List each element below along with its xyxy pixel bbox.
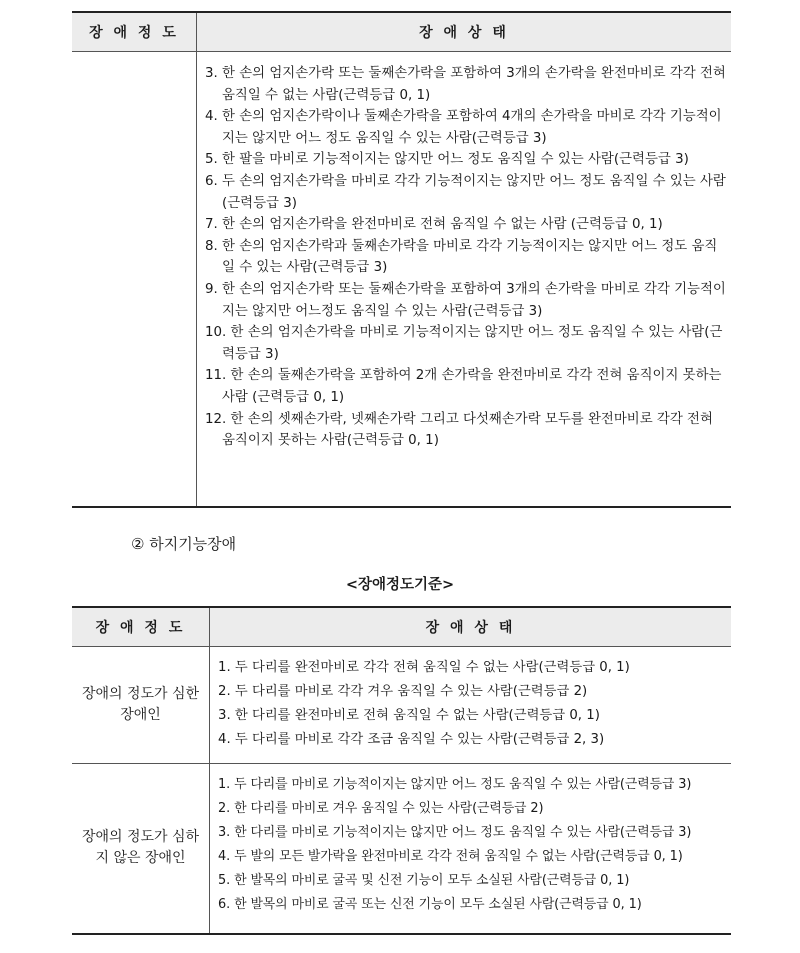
criteria-item: 3. 한 다리를 완전마비로 전혀 움직일 수 없는 사람(근력등급 0, 1) [218, 708, 600, 723]
criteria-item: 2. 두 다리를 마비로 각각 겨우 움직일 수 있는 사람(근력등급 2) [218, 684, 588, 699]
header-disability-state: 장 애 상 태 [197, 12, 732, 52]
criteria-item: 10. 한 손의 엄지손가락을 마비로 기능적이지는 않지만 어느 정도 움직일 수 있는 사람(근력등급 3) [205, 325, 723, 362]
degree-cell [72, 52, 197, 507]
criteria-item: 2. 한 다리를 마비로 겨우 움직일 수 있는 사람(근력등급 2) [218, 801, 544, 816]
criteria-item: 4. 두 다리를 마비로 각각 조금 움직일 수 있는 사람(근력등급 2, 3) [218, 732, 605, 747]
lower-limb-table [72, 606, 731, 935]
upper-limb-table [72, 11, 731, 508]
severity-label: 장애의 정도가 심하지 않은 장애인 [72, 764, 210, 934]
criteria-list [218, 656, 727, 752]
header-disability-state: 장 애 상 태 [210, 607, 732, 647]
criteria-item: 3. 한 손의 엄지손가락 또는 둘째손가락을 포함하여 3개의 손가락을 완전마비로 각각 전혀 움직일 수 없는 사람(근력등급 0, 1) [205, 66, 726, 103]
header-disability-degree: 장 애 정 도 [72, 607, 210, 647]
section-title: ② 하지기능장애 [131, 535, 237, 553]
criteria-item: 6. 한 발목의 마비로 굴곡 또는 신전 기능이 모두 소실된 사람(근력등급 0, 1) [218, 897, 642, 912]
criteria-list [218, 773, 727, 917]
header-disability-degree: 장 애 정 도 [72, 12, 197, 52]
criteria-item: 3. 한 다리를 마비로 기능적이지는 않지만 어느 정도 움직일 수 있는 사람(근력등급 3) [218, 825, 692, 840]
criteria-item: 9. 한 손의 엄지손가락 또는 둘째손가락을 포함하여 3개의 손가락을 마비로 각각 기능적이지는 않지만 어느정도 움직일 수 있는 사람(근력등급 3) [205, 281, 726, 319]
criteria-item: 6. 두 손의 엄지손가락을 마비로 각각 기능적이지는 않지만 어느 정도 움직일 수 있는 사람 (근력등급 3) [205, 173, 726, 211]
criteria-item: 5. 한 팔을 마비로 기능적이지는 않지만 어느 정도 움직일 수 있는 사람(근력등급 3) [205, 152, 689, 168]
criteria-item: 4. 한 손의 엄지손가락이나 둘째손가락을 포함하여 4개의 손가락을 마비로 각각 기능적이지는 않지만 어느 정도 움직일 수 있는 사람(근력등급 3) [205, 109, 722, 146]
criteria-item: 8. 한 손의 엄지손가락과 둘째손가락을 마비로 각각 기능적이지는 않지만 어느 정도 움직일 수 있는 사람(근력등급 3) [205, 238, 718, 276]
criteria-item: 1. 두 다리를 마비로 기능적이지는 않지만 어느 정도 움직일 수 있는 사람(근력등급 3) [218, 777, 692, 792]
state-cell [210, 764, 732, 934]
state-cell [210, 647, 732, 764]
criteria-item: 12. 한 손의 셋째손가락, 넷째손가락 그리고 다섯째손가락 모두를 완전마비로 각각 전혀 움직이지 못하는 사람(근력등급 0, 1) [205, 411, 713, 449]
criteria-item: 7. 한 손의 엄지손가락을 완전마비로 전혀 움직일 수 없는 사람 (근력등급 0, 1) [205, 217, 663, 233]
state-cell [197, 52, 732, 507]
criteria-item: 5. 한 발목의 마비로 굴곡 및 신전 기능이 모두 소실된 사람(근력등급 0, 1) [218, 873, 630, 888]
table-caption: <장애정도기준> [345, 577, 455, 593]
criteria-list [205, 63, 727, 452]
severity-label: 장애의 정도가 심한 장애인 [72, 647, 210, 764]
criteria-item: 11. 한 손의 둘째손가락을 포함하여 2개 손가락을 완전마비로 각각 전혀 움직이지 못하는 사람 (근력등급 0, 1) [205, 368, 722, 405]
criteria-item: 4. 두 발의 모든 발가락을 완전마비로 각각 전혀 움직일 수 없는 사람(근력등급 0, 1) [218, 849, 683, 864]
criteria-item: 1. 두 다리를 완전마비로 각각 전혀 움직일 수 없는 사람(근력등급 0, 1) [218, 660, 630, 675]
